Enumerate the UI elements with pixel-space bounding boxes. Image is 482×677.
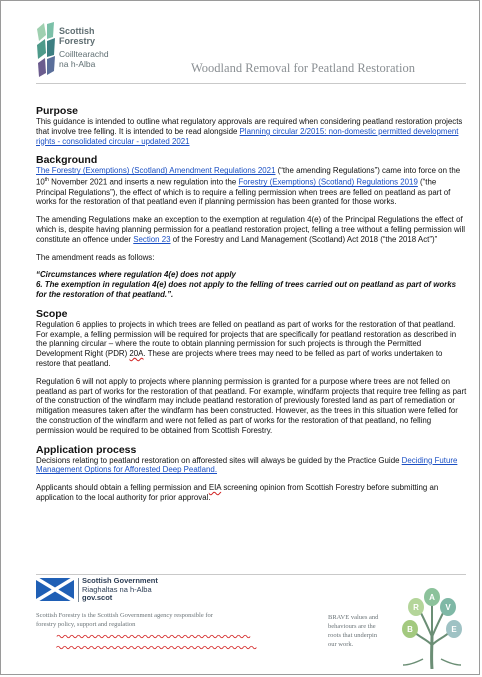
logo-name-gd-1: Coilltearachd bbox=[59, 49, 109, 59]
logo-wordmark bbox=[59, 26, 109, 69]
background-p2-text-1: The amending Regulations make an exception to the exemption at regulation 4(e) of the Principal Regulations the effect of which is, despite having planning permission for a peatland restoration project, felling a tree without a felling permission will constitute an offence under bbox=[36, 215, 465, 244]
brave-text-line-3: roots that underpin bbox=[328, 632, 378, 639]
gov-name-en: Scottish Government bbox=[82, 576, 158, 585]
purpose-text: This guidance is intended to outline what regulatory approvals are required when considering peatland restoration projects that involve tree felling. It is intended to be read alongside bbox=[36, 117, 463, 136]
planning-circular-link[interactable]: Planning circular 2/2015: non-domestic permitted development rights - consolidated circular - updated 2021 bbox=[36, 126, 459, 146]
scope-heading: Scope bbox=[36, 307, 68, 320]
brave-text-line-1: BRAVE values and bbox=[328, 614, 379, 621]
application-p2-text-2: screening opinion from Scottish Forestry before submitting an application to the local authority for prior approval. bbox=[36, 483, 439, 502]
background-p1-text-2: November 2021 and inserts a new regulation into the bbox=[48, 177, 239, 187]
section-23-link[interactable]: Section 23 bbox=[133, 234, 171, 244]
saltire-flag-icon bbox=[36, 578, 74, 601]
background-p2-text-2: of the Forestry and Land Management (Scotland) Act 2018 (“the 2018 Act”)” bbox=[170, 234, 438, 244]
logo-name-gd-2: na h-Alba bbox=[59, 59, 96, 69]
brave-letter-e: E bbox=[451, 625, 457, 634]
background-p1-text-3: (“the Principal Regulations”), the effect of which is to require a felling permission when trees are felled on peatland as part of works for the restoration of that peatland even if planning permission has been granted for those works. bbox=[36, 177, 451, 207]
brave-letter-r: R bbox=[413, 603, 419, 612]
agency-description bbox=[36, 611, 213, 629]
background-p1-superscript: th bbox=[44, 177, 49, 184]
gov-name-gd: Riaghaltas na h-Alba bbox=[82, 584, 152, 594]
logo-name-en-2: Forestry bbox=[59, 36, 96, 46]
eia-text: EIA bbox=[208, 483, 222, 493]
purpose-paragraph bbox=[36, 117, 468, 146]
background-heading: Background bbox=[36, 154, 98, 167]
application-p1-text: Decisions relating to peatland restoration on afforested sites will always be guided by the Practice Guide bbox=[36, 455, 402, 465]
logo-name-en-1: Scottish bbox=[59, 26, 95, 36]
background-paragraph-3: The amendment reads as follows: bbox=[36, 252, 155, 262]
gov-domain: gov.scot bbox=[82, 593, 113, 602]
application-paragraph-2 bbox=[36, 483, 468, 503]
amending-regulations-link[interactable]: The Forestry (Exemptions) (Scotland) Amendment Regulations 2021 bbox=[36, 166, 276, 176]
illegible-text-line-1 bbox=[36, 634, 286, 639]
document-body bbox=[36, 105, 468, 511]
brave-values-text bbox=[328, 613, 378, 649]
header-divider bbox=[36, 83, 466, 84]
brave-letter-b: B bbox=[407, 625, 413, 634]
document-title: Woodland Removal for Peatland Restoration bbox=[191, 61, 415, 75]
brave-tree-icon bbox=[401, 587, 463, 669]
brave-text-line-2: behaviours are the bbox=[328, 623, 376, 630]
agency-text-line-2: forestry policy, support and regulation bbox=[36, 621, 136, 628]
scope-p1-text-1: Regulation 6 applies to projects in which trees are felled on peatland as part of works for the restoration of that peatland. For example, a felling permission will be required for projects that are specifically for peatland restoration as described in the planning circular – where the route to obtain planning permission for such projects is through the Permitted Development Right (PDR) bbox=[36, 319, 457, 359]
principal-regulations-link[interactable]: Forestry (Exemptions) (Scotland) Regulations 2019 bbox=[238, 177, 418, 187]
amendment-quote bbox=[36, 270, 468, 299]
background-p1-text-1: (“the amending Regulations”) came into force on the 10 bbox=[36, 166, 461, 187]
application-paragraph-1 bbox=[36, 456, 468, 476]
background-paragraph-1 bbox=[36, 166, 468, 207]
scope-paragraph-2: Regulation 6 will not apply to projects where planning permission is granted for a purpose where trees are not felled on peatland as part of works for the restoration of that peatland. For example, windfarm projects that require tree felling as part of the construction of the windfarm may include peatland restoration of previously forested land as part of remediation or mitigation measures taken after the windfarm has been constructed. However, as the trees in this situation were felled for the construction of the windfarm and were not felled as part of works for the restoration of that peatland, no felling permission would be required to be obtained from Scottish Forestry. bbox=[36, 376, 467, 435]
brave-letter-a: A bbox=[429, 593, 435, 602]
amendment-quote-line-1: “Circumstances where regulation 4(e) does not apply bbox=[36, 270, 236, 280]
scottish-government-logo bbox=[82, 577, 158, 603]
practice-guide-link[interactable]: Deciding Future Management Options for Afforested Deep Peatland. bbox=[36, 455, 458, 475]
brave-text-line-4: our work. bbox=[328, 641, 354, 648]
scope-p1-text-2: . These are projects where trees may need to be felled as part of works undertaken to restore that peatland. bbox=[36, 349, 443, 368]
scottish-forestry-logo-icon bbox=[35, 21, 57, 79]
pdr-20a-text: 20A bbox=[129, 349, 144, 359]
footer-divider bbox=[36, 574, 466, 575]
gov-logo-divider bbox=[78, 578, 79, 602]
brave-letter-v: V bbox=[445, 603, 451, 612]
application-p2-text-1: Applicants should obtain a felling permission and bbox=[36, 483, 209, 493]
agency-text-line-1: Scottish Forestry is the Scottish Government agency responsible for bbox=[36, 612, 213, 619]
amendment-quote-line-2: 6. The exemption in regulation 4(e) does not apply to the felling of trees carried out on peatland as part of works for the restoration of that peatland.”. bbox=[36, 280, 457, 299]
scope-paragraph-1 bbox=[36, 320, 468, 369]
background-paragraph-2 bbox=[36, 215, 468, 244]
illegible-text-line-2 bbox=[36, 645, 281, 650]
application-heading: Application process bbox=[36, 443, 137, 456]
purpose-heading: Purpose bbox=[36, 105, 79, 117]
